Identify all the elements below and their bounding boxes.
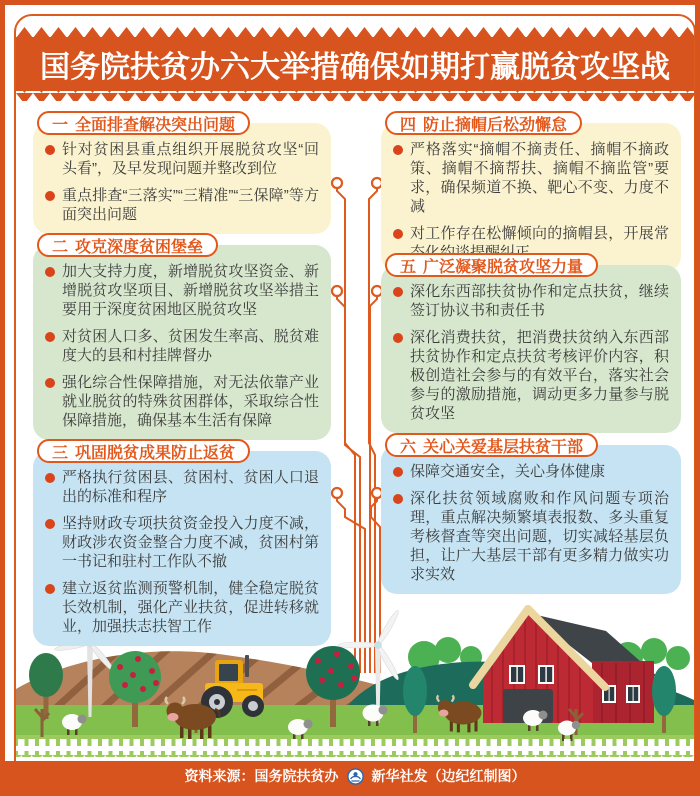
page-title: 国务院扶贫办六大举措确保如期打赢脱贫攻坚战 [40, 51, 670, 84]
list-item [45, 262, 319, 319]
bullet-dot-icon [45, 332, 55, 342]
bullet-dot-icon [393, 333, 403, 343]
bullet-dot-icon [45, 267, 55, 277]
section-1-bullets [45, 140, 319, 224]
bullet-text: 深化东西部扶贫协作和定点扶贫，继续签订协议书和责任书 [410, 283, 669, 319]
bullet-text: 对贫困人口多、贫困发生率高、脱贫难度大的县和村挂牌督办 [62, 328, 319, 364]
bullet-text: 强化综合性保障措施，对无法依靠产业就业脱贫的特殊贫困群体，采取综合性保障措施，确保基本生活有保障 [62, 374, 319, 429]
section-card-1 [33, 116, 331, 234]
bullet-dot-icon [45, 378, 55, 388]
section-5-header [385, 253, 598, 277]
section-3-header [37, 439, 250, 463]
list-item [393, 328, 669, 423]
barn-icon [473, 609, 658, 723]
bullet-text: 严格落实“摘帽不摘责任、摘帽不摘政策、摘帽不摘帮扶、摘帽不摘监管”要求，确保频道不换、靶心不变、力度不减 [410, 141, 669, 215]
section-3-title: 巩固脱贫成果防止返贫 [75, 444, 236, 462]
section-3-bullets [45, 468, 319, 636]
section-4-bullets [393, 140, 669, 262]
section-3-number: 三 [52, 444, 69, 462]
section-5-title: 广泛凝聚脱贫攻坚力量 [423, 258, 584, 276]
section-card-4 [381, 116, 681, 272]
list-item [393, 462, 669, 481]
list-item [393, 140, 669, 216]
bullet-dot-icon [393, 494, 403, 504]
footer-bar [5, 761, 700, 791]
credit-label: 新华社发（边纪红制图） [371, 768, 526, 784]
bullet-dot-icon [393, 287, 403, 297]
section-5-bullets [393, 282, 669, 423]
section-2-bullets [45, 262, 319, 430]
section-2-header [37, 233, 218, 257]
list-item [45, 468, 319, 506]
section-6-title: 关心关爱基层扶贫干部 [423, 438, 584, 456]
section-card-3 [33, 444, 331, 646]
bullet-dot-icon [393, 229, 403, 239]
section-4-header [385, 111, 582, 135]
list-item [45, 514, 319, 571]
bullet-text: 建立返贫监测预警机制，健全稳定脱贫长效机制，强化产业扶贫，促进转移就业，加强扶志扶智工作 [62, 580, 319, 635]
bullet-text: 针对贫困县重点组织开展脱贫攻坚“回头看”，及早发现问题并整改到位 [62, 141, 319, 177]
section-2-number: 二 [52, 238, 69, 256]
list-item [45, 579, 319, 636]
section-1-number: 一 [52, 116, 69, 134]
bullet-text: 严格执行贫困县、贫困村、贫困人口退出的标准和程序 [62, 469, 319, 505]
section-4-title: 防止摘帽后松劲懈怠 [423, 116, 568, 134]
bullet-text: 深化消费扶贫，把消费扶贫纳入东西部扶贫协作和定点扶贫考核评价内容，积极创造社会参与的有效平台，落实社会参与的激励措施，调动更多力量参与脱贫攻坚 [410, 329, 669, 422]
source-label: 资料来源：国务院扶贫办 [184, 768, 339, 784]
bullet-dot-icon [45, 191, 55, 201]
section-5-number: 五 [400, 258, 417, 276]
bullet-text: 对工作存在松懈倾向的摘帽县，开展常 [410, 225, 669, 242]
bullet-text: 坚持财政专项扶贫资金投入力度不减，财政涉农资金整合力度不减，贫困村第一书记和驻村工作队不撤 [62, 515, 319, 570]
bullet-dot-icon [45, 584, 55, 594]
list-item [393, 489, 669, 584]
section-card-6 [381, 438, 681, 594]
section-6-number: 六 [400, 438, 417, 456]
bullet-dot-icon [45, 473, 55, 483]
bullet-dot-icon [45, 145, 55, 155]
connector-node [332, 178, 382, 498]
section-card-2 [33, 238, 331, 440]
list-item [45, 140, 319, 178]
title-banner [16, 27, 694, 101]
content-panel [14, 14, 696, 792]
bullet-dot-icon [393, 467, 403, 477]
section-2-title: 攻克深度贫困堡垒 [75, 238, 204, 256]
list-item [45, 327, 319, 365]
section-card-5 [381, 258, 681, 433]
section-6-bullets [393, 462, 669, 584]
bullet-text: 重点排查“三落实”“三精准”“三保障”等方面突出问题 [62, 187, 319, 223]
bullet-text: 深化扶贫领域腐败和作风问题专项治理，重点解决频繁填表报数、多头重复考核督查等突出问题，切实减轻基层负担，让广大基层干部有更多精力做实功求实效 [410, 490, 669, 583]
section-1-title: 全面排查解决突出问题 [75, 116, 236, 134]
section-1-header [37, 111, 250, 135]
section-4-number: 四 [400, 116, 417, 134]
xinhua-logo-icon [347, 768, 364, 785]
list-item [45, 186, 319, 224]
bullet-text: 保障交通安全，关心身体健康 [410, 463, 606, 480]
section-6-header [385, 433, 598, 457]
bullet-text: 加大支持力度，新增脱贫攻坚资金、新增脱贫攻坚项目、新增脱贫攻坚举措主要用于深度贫困地区脱贫攻坚 [62, 263, 319, 318]
bullet-dot-icon [393, 145, 403, 155]
list-item [45, 373, 319, 430]
list-item [393, 282, 669, 320]
bullet-dot-icon [45, 519, 55, 529]
